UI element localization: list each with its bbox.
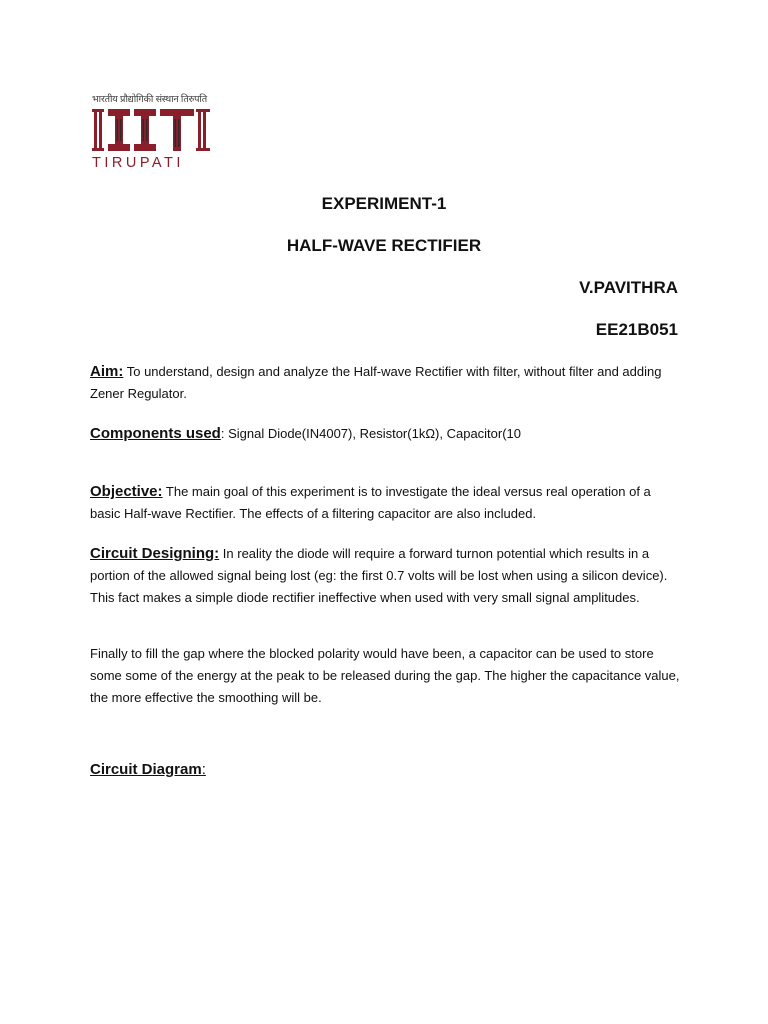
student-name: V.PAVITHRA bbox=[579, 278, 678, 297]
iit-emblem-icon bbox=[92, 107, 210, 153]
components-section bbox=[90, 423, 682, 445]
iit-tirupati-logo bbox=[92, 94, 210, 176]
experiment-number: EXPERIMENT-1 bbox=[321, 194, 447, 213]
objective-text: The main goal of this experiment is to investigate the ideal versus real operation of a basic Half-wave Rectifier. The effects of a filtering capacitor are also included. bbox=[90, 484, 651, 521]
components-label: Components used bbox=[90, 425, 221, 442]
objective-label: Objective: bbox=[90, 483, 163, 500]
roll-number: EE21B051 bbox=[595, 320, 678, 339]
experiment-title: HALF-WAVE RECTIFIER bbox=[286, 236, 482, 255]
circuit-designing-paragraph-2: Finally to fill the gap where the blocked polarity would have been, a capacitor can be used to store some some of the energy at the peak to be released during the gap. The higher the capacitance value, the more effective the smoothing will be. bbox=[90, 646, 680, 705]
circuit-diagram-colon: : bbox=[201, 761, 206, 778]
circuit-diagram-section bbox=[90, 759, 682, 781]
logo-hindi-text: भारतीय प्रौद्योगिकी संस्थान तिरुपति bbox=[92, 94, 207, 105]
components-text: : Signal Diode(IN4007), Resistor(1kΩ), Capacitor(10 bbox=[220, 426, 522, 441]
aim-text: To understand, design and analyze the Half-wave Rectifier with filter, without filter and adding Zener Regulator. bbox=[90, 364, 662, 401]
aim-label: Aim: bbox=[90, 363, 124, 380]
circuit-diagram-label: Circuit Diagram bbox=[90, 761, 202, 778]
aim-section bbox=[90, 361, 682, 405]
circuit-designing-label: Circuit Designing: bbox=[90, 545, 220, 562]
circuit-designing-section bbox=[90, 543, 682, 609]
logo-wordmark: TIRUPATI bbox=[92, 155, 184, 171]
circuit-designing-text: In reality the diode will require a forward turnon potential which results in a portion of the allowed signal being lost (eg: the first 0.7 volts will be lost when using a silicon device). This fact makes a simple diode rectifier ineffective when used with very small signal amplitudes. bbox=[90, 546, 668, 605]
objective-section bbox=[90, 481, 682, 525]
